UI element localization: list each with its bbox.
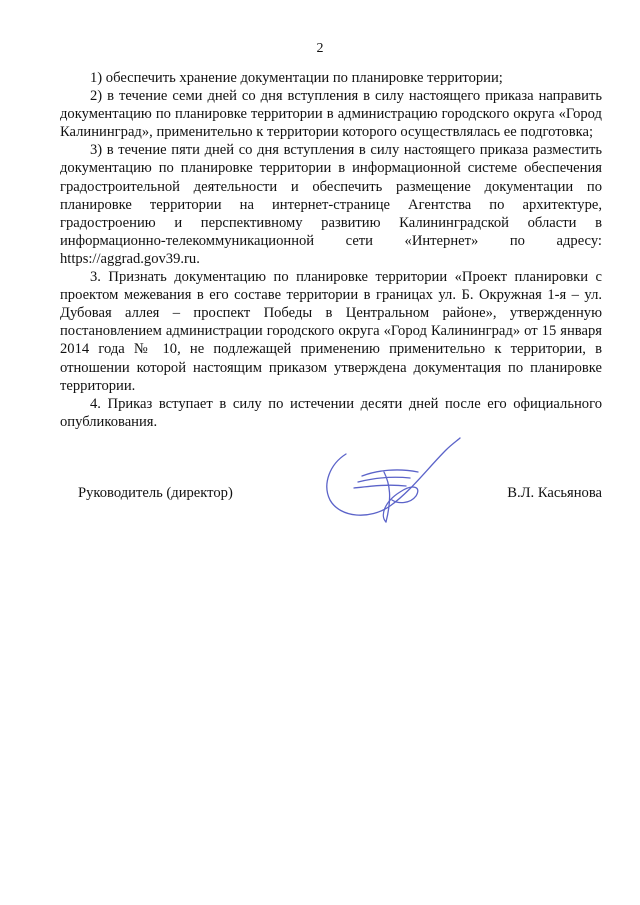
paragraph-publish-documentation: 3) в течение пяти дней со дня вступления в силу настоящего приказа разместить документацию по планировке территории в информационной системе обеспечения градостроительной деятельности и обеспечить размещение документации по планировке территории на интернет-странице Агентства по архитектуре, градостроению и перспективному развитию Калининградской области в информационно-телекоммуникационной сети «Интернет» по адресу: https://aggrad.gov39.ru. — [60, 142, 602, 267]
page-number: 2 — [316, 41, 324, 56]
paragraph-recognize-invalid: 3. Признать документацию по планировке территории «Проект планировки с проектом межевания в его составе территории в границах ул. Б. Окружная 1-я – ул. Дубовая аллея – проспект Победы в Центральном районе», утвержденную постановлением администрации городского округа «Город Калининград» от 15 января 2014 года № 10, не подлежащей применению применительно к территории, в отношении которой настоящим приказом утверждена документация по планировке территории. — [60, 269, 602, 394]
document-body — [60, 69, 602, 431]
paragraph-storage: 1) обеспечить хранение документации по планировке территории; — [90, 70, 503, 86]
signatory-name: В.Л. Касьянова — [507, 485, 602, 501]
paragraph-send-documentation: 2) в течение семи дней со дня вступления в силу настоящего приказа направить документацию по планировке территории в администрацию городского округа «Город Калининград», применительно к территории которого осуществлялась ее подготовка; — [60, 88, 602, 141]
signatory-title: Руководитель (директор) — [78, 485, 233, 501]
paragraph-effective-date: 4. Приказ вступает в силу по истечении десяти дней после его официального опубликования. — [60, 395, 602, 430]
handwritten-signature — [318, 432, 468, 528]
